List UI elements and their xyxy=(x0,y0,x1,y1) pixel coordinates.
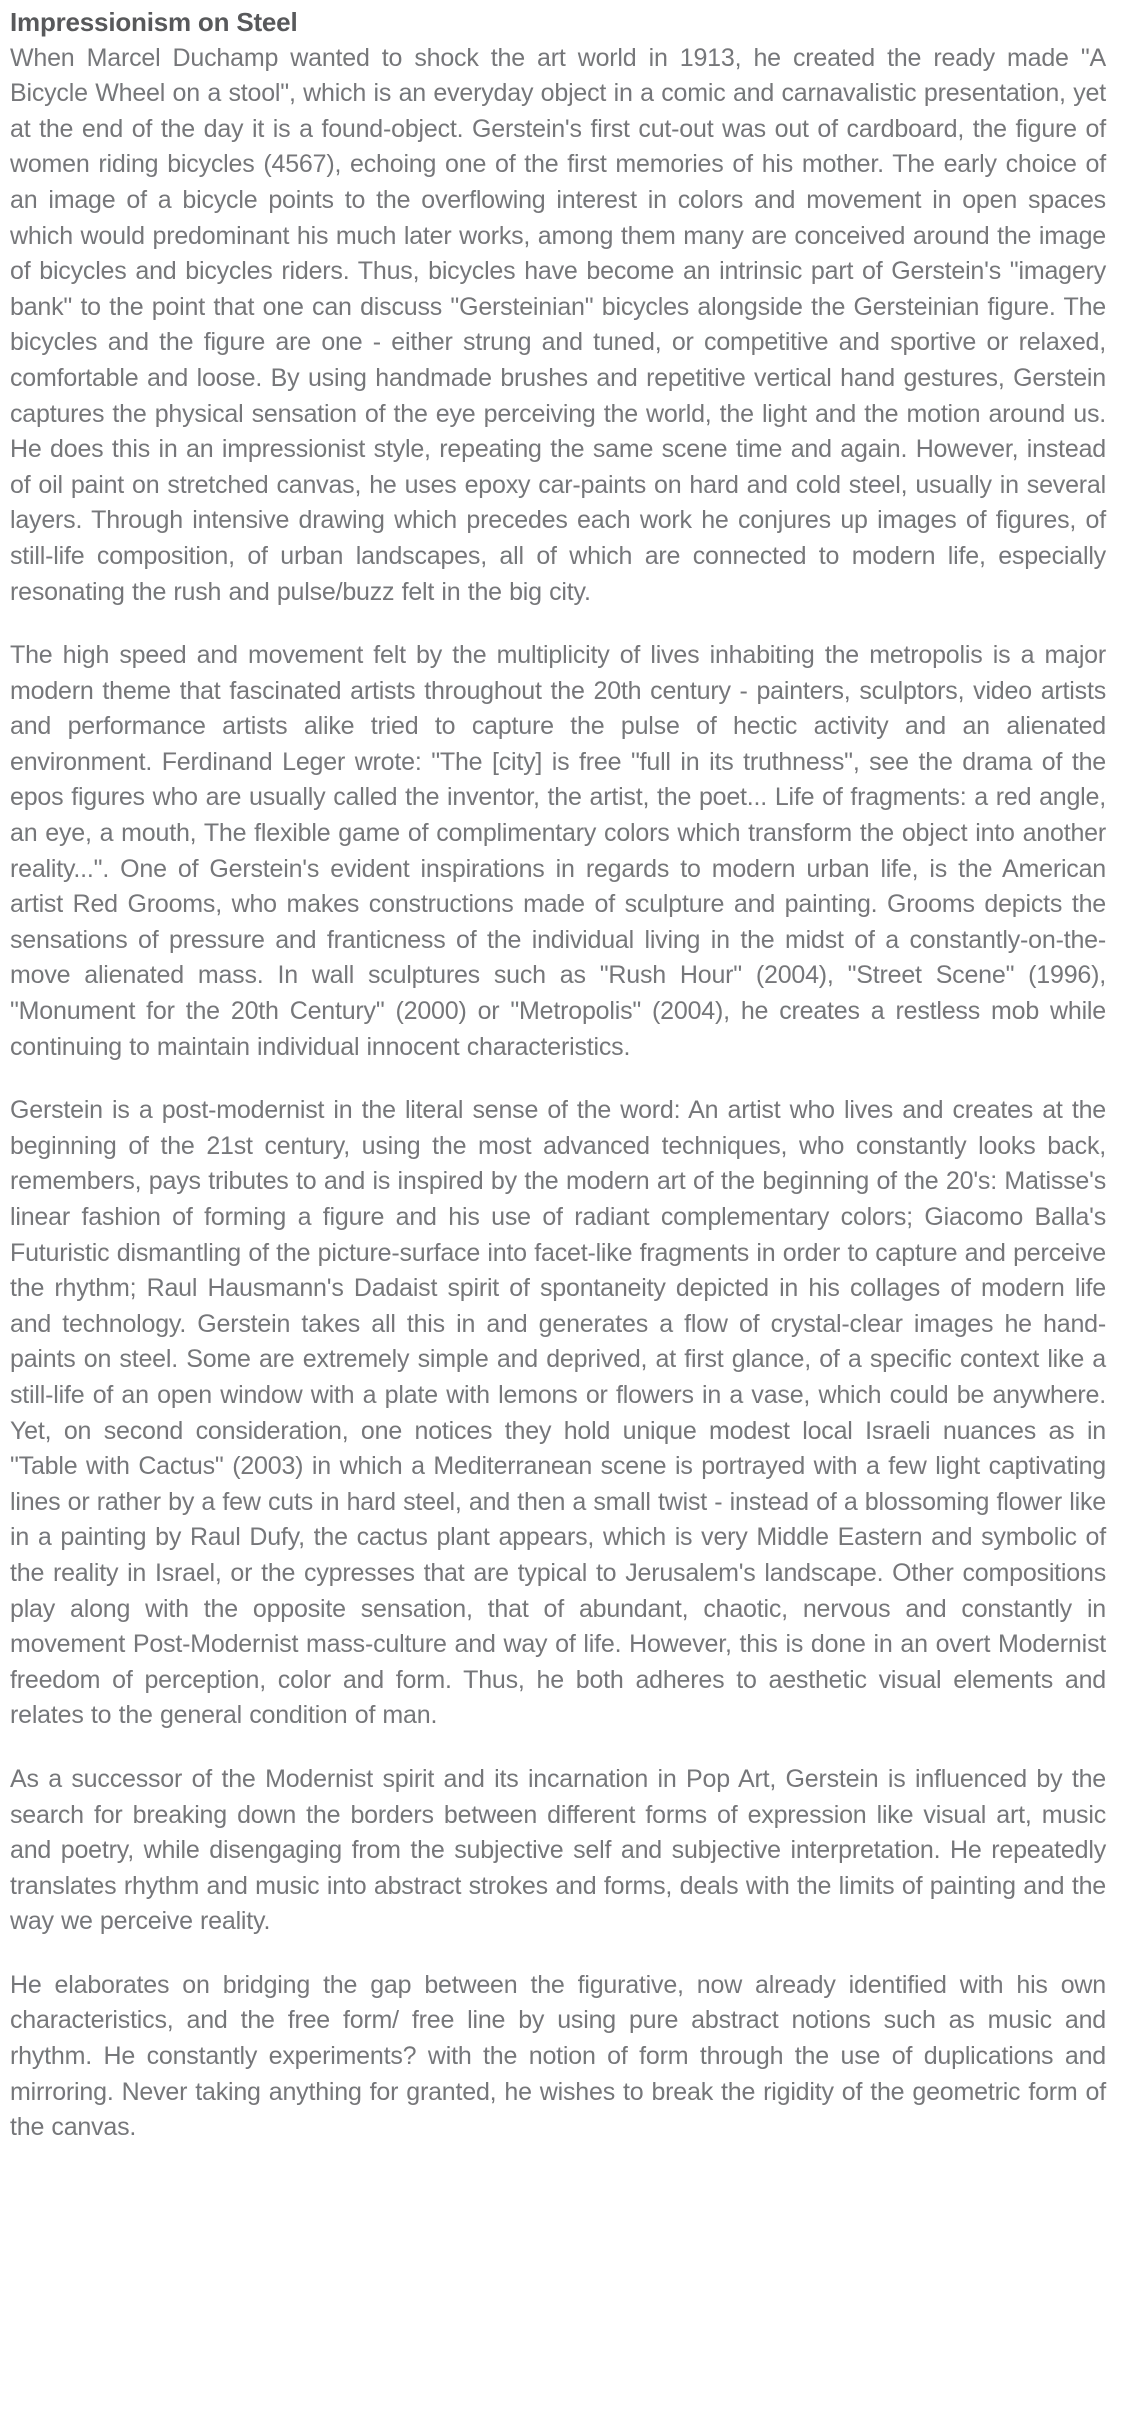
paragraph-duchamp-intro: When Marcel Duchamp wanted to shock the art world in 1913, he created the ready made "A Bicycle Wheel on a stool", which is an everyday object in a comic and carnavalistic presentation, yet at the end of the day it is a found-object. Gerstein's first cut-out was out of cardboard, the figure of women riding bicycles (4567), echoing one of the first memories of his mother. The early choice of an image of a bicycle points to the overflowing interest in colors and movement in open spaces which would predominant his much later works, among them many are conceived around the image of bicycles and bicycles riders. Thus, bicycles have become an intrinsic part of Gerstein's "imagery bank" to the point that one can discuss "Gersteinian" bicycles alongside the Gersteinian figure. The bicycles and the figure are one - either strung and tuned, or competitive and sportive or relaxed, comfortable and loose. By using handmade brushes and repetitive vertical hand gestures, Gerstein captures the physical sensation of the eye perceiving the world, the light and the motion around us. He does this in an impressionist style, repeating the same scene time and again. However, instead of oil paint on stretched canvas, he uses epoxy car-paints on hard and cold steel, usually in several layers. Through intensive drawing which precedes each work he conjures up images of figures, of still-life composition, of urban landscapes, all of which are connected to modern life, especially resonating the rush and pulse/buzz felt in the big city. xyxy=(10,43,1106,606)
paragraph-figurative-gap: He elaborates on bridging the gap between the figurative, now already identified with his own characteristics, and the free form/ free line by using pure abstract notions such as music and rhythm. He constantly experiments? with the notion of form through the use of duplications and mirroring. Never taking anything for granted, he wishes to break the rigidity of the geometric form of the canvas. xyxy=(10,1970,1106,2142)
paragraph-pop-art-successor: As a successor of the Modernist spirit and its incarnation in Pop Art, Gerstein is influenced by the search for breaking down the borders between different forms of expression like visual art, music and poetry, while disengaging from the subjective self and subjective interpretation. He repeatedly translates rhythm and music into abstract strokes and forms, deals with the limits of painting and the way we perceive reality. xyxy=(10,1764,1106,1936)
paragraph-post-modernist: Gerstein is a post-modernist in the literal sense of the word: An artist who lives and creates at the beginning of the 21st century, using the most advanced techniques, who constantly looks back, remembers, pays tributes to and is inspired by the modern art of the beginning of the 20's: Matisse's linear fashion of forming a figure and his use of radiant complementary colors; Giacomo Balla's Futuristic dismantling of the picture-surface into facet-like fragments in order to capture and perceive the rhythm; Raul Hausmann's Dadaist spirit of spontaneity depicted in his collages of modern life and technology. Gerstein takes all this in and generates a flow of crystal-clear images he hand-paints on steel. Some are extremely simple and deprived, at first glance, of a specific context like a still-life of an open window with a plate with lemons or flowers in a vase, which could be anywhere. Yet, on second consideration, one notices they hold unique modest local Israeli nuances as in "Table with Cactus" (2003) in which a Mediterranean scene is portrayed with a few light captivating lines or rather by a few cuts in hard steel, and then a small twist - instead of a blossoming flower like in a painting by Raul Dufy, the cactus plant appears, which is very Middle Eastern and symbolic of the reality in Israel, or the cypresses that are typical to Jerusalem's landscape. Other compositions play along with the opposite sensation, that of abundant, chaotic, nervous and constantly in movement Post-Modernist mass-culture and way of life. However, this is done in an overt Modernist freedom of perception, color and form. Thus, he both adheres to aesthetic visual elements and relates to the general condition of man. xyxy=(10,1096,1106,1730)
paragraph-metropolis-theme: The high speed and movement felt by the multiplicity of lives inhabiting the metropolis is a major modern theme that fascinated artists throughout the 20th century - painters, sculptors, video artists and performance artists alike tried to capture the pulse of hectic activity and an alienated environment. Ferdinand Leger wrote: "The [city] is free "full in its truthness", see the drama of the epos figures who are usually called the inventor, the artist, the poet... Life of fragments: a red angle, an eye, a mouth, The flexible game of complimentary colors which transform the object into another reality...". One of Gerstein's evident inspirations in regards to modern urban life, is the American artist Red Grooms, who makes constructions made of sculpture and painting. Grooms depicts the sensations of pressure and franticness of the individual living in the midst of a constantly-on-the-move alienated mass. In wall sculptures such as "Rush Hour" (2004), "Street Scene" (1996), "Monument for the 20th Century" (2000) or "Metropolis" (2004), he creates a restless mob while continuing to maintain individual innocent characteristics. xyxy=(10,641,1106,1061)
page-title: Impressionism on Steel xyxy=(10,7,298,37)
